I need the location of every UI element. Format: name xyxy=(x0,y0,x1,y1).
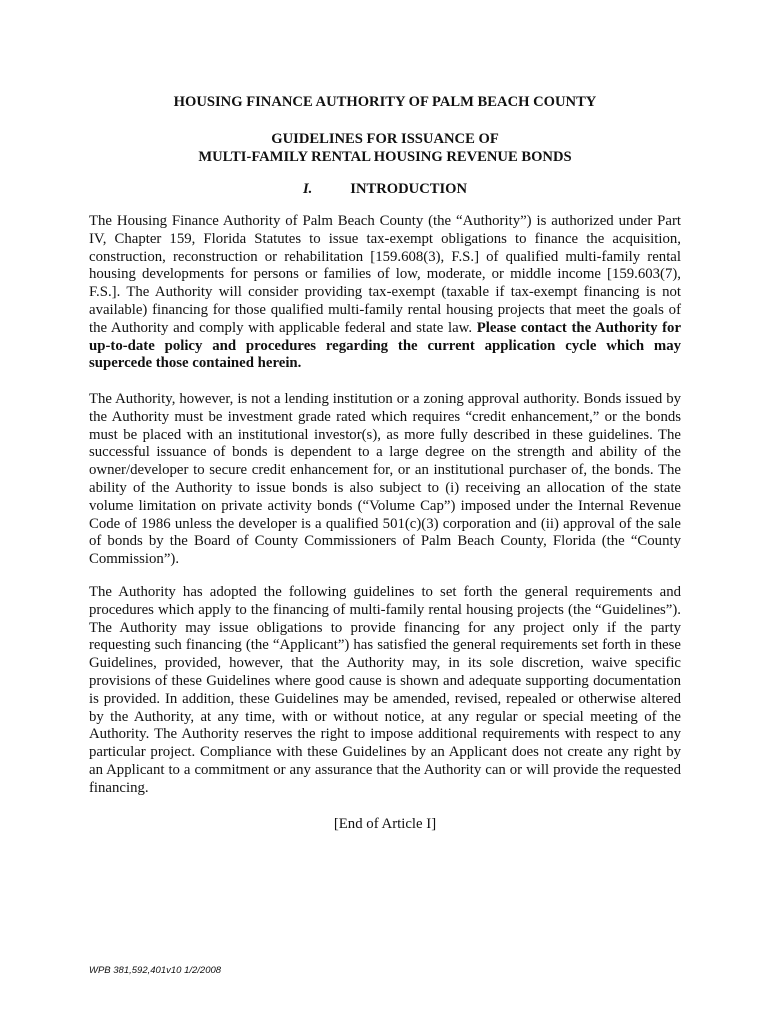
section-heading xyxy=(0,180,770,198)
paragraph-lending-limitations: The Authority, however, is not a lending institution or a zoning approval authority. Bonds issued by the Authority must be investment grade rated which requires “credit enhancement,” or the bonds must be placed with an institutional investor(s), as more fully described in these guidelines. The successful issuance of bonds is dependent to a large degree on the strength and ability of the owner/developer to secure credit enhancement for, or an institutional purchaser of, the bonds. The ability of the Authority to issue bonds is also subject to (i) receiving an allocation of the state volume limitation on private activity bonds (“Volume Cap”) imposed under the Internal Revenue Code of 1986 unless the developer is a qualified 501(c)(3) corporation and (ii) approval of the sale of bonds by the Board of County Commissioners of Palm Beach County, Florida (the “County Commission”). xyxy=(89,391,681,568)
section-title: INTRODUCTION xyxy=(350,181,468,197)
section-number: I. xyxy=(302,181,313,197)
document-subtitle-line1: GUIDELINES FOR ISSUANCE OF xyxy=(271,131,499,147)
document-title: HOUSING FINANCE AUTHORITY OF PALM BEACH COUNTY xyxy=(173,94,597,110)
paragraph-1-text: The Housing Finance Authority of Palm Beach County (the “Authority”) is authorized under Part IV, Chapter 159, Florida Statutes to issue tax-exempt obligations to finance the acquisition, construction, reconstruction or rehabilitation [159.608(3), F.S.] of qualified multi-family rental housing developments for persons or families of low, moderate, or middle income [159.603(7), F.S.]. The Authority will consider providing tax-exempt (taxable if tax-exempt financing is not available) financing for those qualified multi-family rental housing projects that meet the goals of the Authority and comply with applicable federal and state law. xyxy=(89,213,681,336)
document-subtitle-line2: MULTI-FAMILY RENTAL HOUSING REVENUE BONDS xyxy=(198,149,572,165)
paragraph-introduction xyxy=(89,213,681,373)
document-footer-id: WPB 381,592,401v10 1/2/2008 xyxy=(89,965,222,976)
paragraph-1-bold-notice: Please contact the Authority for up-to-date policy and procedures regarding the current application cycle which may supercede those contained herein. xyxy=(89,319,682,372)
end-of-article-marker: [End of Article I] xyxy=(333,816,437,832)
paragraph-guidelines-adoption: The Authority has adopted the following guidelines to set forth the general requirements and procedures which apply to the financing of multi-family rental housing projects (the “Guidelines”). The Authority may issue obligations to provide financing for any project only if the party requesting such financing (the “Applicant”) has satisfied the general requirements set forth in these Guidelines, provided, however, that the Authority may, in its sole discretion, waive specific provisions of these Guidelines where good cause is shown and adequate supporting documentation is provided. In addition, these Guidelines may be amended, revised, repealed or otherwise altered by the Authority, at any time, with or without notice, at any regular or special meeting of the Authority. The Authority reserves the right to impose additional requirements with respect to any particular project. Compliance with these Guidelines by an Applicant does not create any right by an Applicant to a commitment or any assurance that the Authority can or will provide the requested financing. xyxy=(89,584,681,796)
